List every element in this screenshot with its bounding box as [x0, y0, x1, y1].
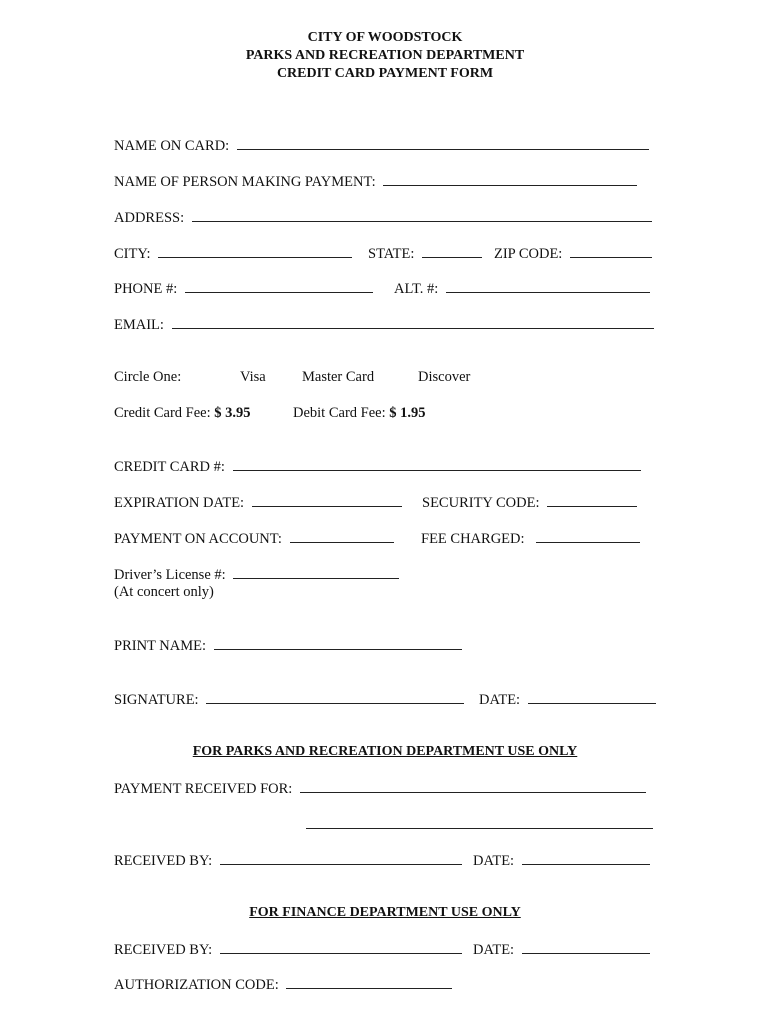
finance-date-label: DATE: — [473, 942, 515, 958]
drivers-license-row — [114, 565, 399, 584]
email-field[interactable] — [172, 315, 654, 329]
address-row — [114, 208, 652, 227]
fee-charged-group — [421, 529, 640, 548]
security-field[interactable] — [547, 493, 637, 507]
print-name-field[interactable] — [214, 636, 462, 650]
drivers-license-field[interactable] — [233, 565, 399, 579]
parks-date-label: DATE: — [473, 853, 515, 869]
city-row — [114, 244, 352, 263]
signature-field[interactable] — [206, 690, 464, 704]
finance-date-field[interactable] — [522, 940, 650, 954]
payment-on-account-field[interactable] — [290, 529, 394, 543]
zip-field[interactable] — [570, 244, 652, 258]
phone-field[interactable] — [185, 279, 373, 293]
authorization-code-label: AUTHORIZATION CODE: — [114, 977, 279, 993]
debit-fee-value: $ 1.95 — [389, 405, 426, 421]
authorization-code-row — [114, 975, 452, 994]
name-of-person-row — [114, 172, 637, 191]
name-on-card-label: NAME ON CARD: — [114, 138, 230, 154]
print-name-row — [114, 636, 462, 655]
authorization-code-field[interactable] — [286, 975, 452, 989]
debit-fee — [293, 404, 426, 422]
expiration-label: EXPIRATION DATE: — [114, 495, 245, 511]
name-on-card-row — [114, 136, 649, 155]
parks-section-heading: FOR PARKS AND RECREATION DEPARTMENT USE ONLY — [192, 744, 578, 759]
credit-fee-label: Credit Card Fee: — [114, 405, 211, 421]
card-type-label: Circle One: — [114, 369, 182, 385]
payment-received-for-row — [114, 779, 646, 798]
payment-received-for-field[interactable] — [300, 779, 646, 793]
zip-label: ZIP CODE: — [494, 246, 563, 262]
alt-phone-label: ALT. #: — [394, 281, 439, 297]
signature-date-label: DATE: — [479, 692, 521, 708]
state-label: STATE: — [368, 246, 415, 262]
payment-received-for-field-2[interactable] — [306, 815, 653, 829]
address-field[interactable] — [192, 208, 652, 222]
phone-label: PHONE #: — [114, 281, 178, 297]
card-option-mastercard[interactable]: Master Card — [302, 369, 375, 385]
signature-date-group — [479, 690, 656, 709]
expiration-field[interactable] — [252, 493, 402, 507]
form-title-form-name: CREDIT CARD PAYMENT FORM — [276, 66, 494, 81]
name-of-person-field[interactable] — [383, 172, 637, 186]
parks-date-field[interactable] — [522, 851, 650, 865]
credit-card-label: CREDIT CARD #: — [114, 459, 225, 475]
form-title-department: PARKS AND RECREATION DEPARTMENT — [245, 48, 525, 63]
fee-charged-label: FEE CHARGED: — [421, 531, 525, 547]
parks-date-group — [473, 851, 650, 870]
signature-row — [114, 690, 464, 709]
payment-received-for-label: PAYMENT RECEIVED FOR: — [114, 781, 293, 797]
zip-group — [494, 244, 652, 263]
credit-card-field[interactable] — [233, 457, 641, 471]
state-field[interactable] — [422, 244, 482, 258]
name-of-person-label: NAME OF PERSON MAKING PAYMENT: — [114, 174, 376, 190]
credit-card-row — [114, 457, 641, 476]
parks-received-by-row — [114, 851, 462, 870]
finance-received-by-field[interactable] — [220, 940, 462, 954]
debit-fee-label: Debit Card Fee: — [293, 405, 386, 421]
credit-fee-value: $ 3.95 — [214, 405, 251, 421]
email-row — [114, 315, 654, 334]
parks-received-by-field[interactable] — [220, 851, 462, 865]
state-group — [368, 244, 482, 263]
phone-row — [114, 279, 373, 298]
drivers-license-label: Driver’s License #: — [114, 567, 226, 583]
security-label: SECURITY CODE: — [422, 495, 540, 511]
payment-on-account-row — [114, 529, 394, 548]
credit-fee — [114, 404, 251, 422]
address-label: ADDRESS: — [114, 210, 185, 226]
payment-on-account-label: PAYMENT ON ACCOUNT: — [114, 531, 282, 547]
form-title-city: CITY OF WOODSTOCK — [307, 30, 463, 45]
security-group — [422, 493, 637, 512]
alt-phone-group — [394, 279, 650, 298]
finance-section-heading: FOR FINANCE DEPARTMENT USE ONLY — [249, 905, 521, 920]
finance-received-by-label: RECEIVED BY: — [114, 942, 213, 958]
city-field[interactable] — [158, 244, 352, 258]
expiration-row — [114, 493, 402, 512]
alt-phone-field[interactable] — [446, 279, 650, 293]
signature-date-field[interactable] — [528, 690, 656, 704]
card-option-visa[interactable]: Visa — [240, 369, 266, 385]
drivers-license-note: (At concert only) — [114, 584, 214, 600]
parks-received-by-label: RECEIVED BY: — [114, 853, 213, 869]
email-label: EMAIL: — [114, 317, 164, 333]
finance-date-group — [473, 940, 650, 959]
card-option-discover[interactable]: Discover — [418, 369, 471, 385]
print-name-label: PRINT NAME: — [114, 638, 206, 654]
payment-received-for-line2 — [306, 815, 653, 834]
fee-charged-field[interactable] — [536, 529, 640, 543]
name-on-card-field[interactable] — [237, 136, 649, 150]
signature-label: SIGNATURE: — [114, 692, 199, 708]
city-label: CITY: — [114, 246, 151, 262]
finance-received-by-row — [114, 940, 462, 959]
